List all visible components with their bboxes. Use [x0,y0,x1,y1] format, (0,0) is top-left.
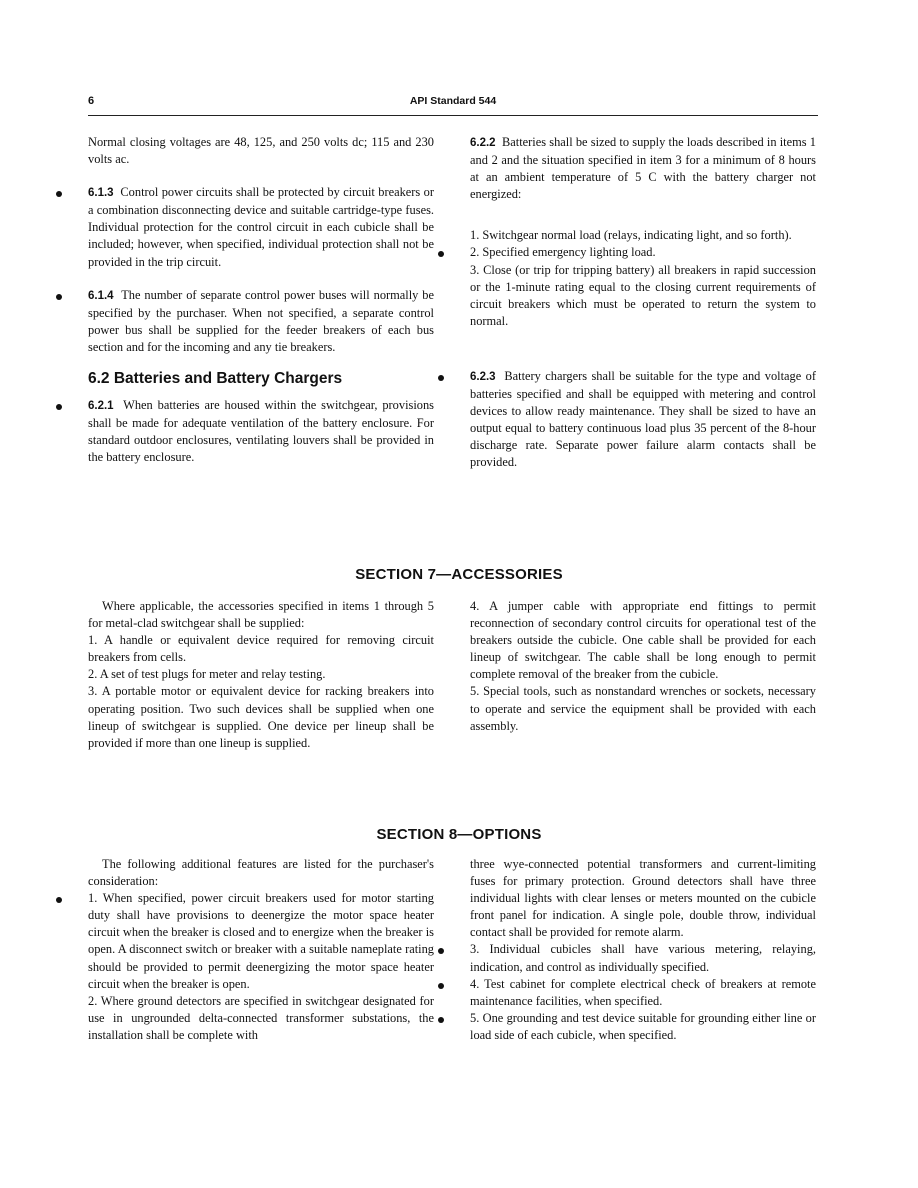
revision-bullet [438,948,444,954]
accessory-item-2: 2. A set of test plugs for meter and relay testing. [88,667,326,682]
left-column-top [88,134,434,467]
accessory-item-4: 4. A jumper cable with appropriate end fittings to permit reconnection of secondary control circuits for operational test of the breakers outside the cubicle. One cable shall be provided for each lineup of switchgear. The cable shall be long enough to permit complete removal of the breaker from the cubicle. [470,599,816,682]
paragraph-6-2-1 [88,397,434,466]
clause-number: 6.2.1 [88,400,114,413]
closing-voltages-paragraph: Normal closing voltages are 48, 125, and 250 volts dc; 115 and 230 volts ac. [88,135,434,167]
standard-title: API Standard 544 [409,95,497,107]
paragraph-6-2-3 [470,368,816,472]
clause-text: The number of separate control power buses will normally be specified by the purchaser. When not specified, a separate control power bus shall be supplied for the feeder breakers of each bus section and for the incoming and any tie breakers. [88,287,434,354]
option-item-4 [470,976,816,1010]
clause-number: 6.1.4 [88,289,114,302]
revision-bullet [438,251,444,257]
revision-bullet [438,983,444,989]
option-item-2: 2. Where ground detectors are specified in switchgear designated for use in ungrounded delta-connected transformer substations, the installation shall be complete with [88,993,434,1042]
page-header [88,95,818,116]
accessory-item-3: 3. A portable motor or equivalent device for racking breakers into operating position. Two such devices shall be supplied when one lineup of switchgear is supplied. One device per lineup shall be provided if more than one lineup is supplied. [88,684,434,750]
section-7-right-column [470,598,816,735]
load-item-2 [470,244,816,261]
paragraph-6-1-3 [88,184,434,270]
revision-bullet [438,1017,444,1023]
paragraph-6-2-2 [470,134,816,203]
accessory-item-5: 5. Special tools, such as nonstandard wrenches or sockets, necessary to operate and service the equipment shall be provided with each assembly. [470,684,816,733]
clause-text: Battery chargers shall be suitable for the type and voltage of batteries specified and shall be equipped with metering and control devices to allow ready maintenance. They shall be sized to have an output equal to battery continuous load plus 35 percent of the 8-hour discharge rate. Separate power failure alarm contacts shall be provided. [470,368,816,470]
section-7-left-column [88,598,434,752]
section-8-right-column [470,856,816,1044]
options-intro: The following additional features are listed for the purchaser's consideration: [88,857,434,889]
paragraph-6-1-4 [88,287,434,356]
accessories-intro: Where applicable, the accessories specified in items 1 through 5 for metal-clad switchgear shall be supplied: [88,599,434,631]
revision-bullet [56,404,62,410]
option-item-4-text: 4. Test cabinet for complete electrical check of breakers at remote maintenance facilities, when specified. [470,976,816,1008]
load-item-3: 3. Close (or trip for tripping battery) all breakers in rapid succession or the 1-minute rating equal to the closing current requirements of circuit breakers which must be operated to return the system to normal. [470,262,816,328]
option-item-1 [88,890,434,993]
option-item-3 [470,941,816,975]
section-8-left-column [88,856,434,1044]
revision-bullet [438,375,444,381]
clause-text: When batteries are housed within the switchgear, provisions shall be made for adequate ventilation of the battery enclosure. For standard outdoor enclosures, ventilating louvers shall be provided in the battery enclosure. [88,398,434,465]
option-item-2-continued: three wye-connected potential transformers and current-limiting fuses for primary protection. Ground detectors shall have three individual lights with clear lenses or meters mounted on the cubicle front panel for indication. A single pole, double throw, individual contact shall be provided for remote alarm. [470,857,816,940]
option-item-5-text: 5. One grounding and test device suitable for grounding either line or load side of each cubicle, when specified. [470,1010,816,1042]
accessory-item-1: 1. A handle or equivalent device required for removing circuit breakers from cells. [88,633,434,665]
option-item-5 [470,1010,816,1044]
clause-number: 6.2.2 [470,137,496,149]
right-column-top [470,134,816,472]
revision-bullet [56,294,62,300]
load-item-2-text: 2. Specified emergency lighting load. [470,245,656,260]
load-item-1: 1. Switchgear normal load (relays, indicating light, and so forth). [470,228,792,243]
page-number: 6 [88,95,95,107]
clause-text: Batteries shall be sized to supply the loads described in items 1 and 2 and the situation specified in item 3 for a minimum of 8 hours at an ambient temperature of 5 C with the battery charger not energized: [470,135,816,202]
clause-number: 6.2.3 [470,370,496,383]
option-item-3-text: 3. Individual cubicles shall have various metering, relaying, indication, and control as individually specified. [470,942,816,974]
option-item-1-text: 1. When specified, power circuit breakers used for motor starting duty shall have provisions to deenergize the motor space heater circuit when the breaker is closed and to energize when the breaker is open. A disconnect switch or breaker with a suitable nameplate rating should be provided to permit deenergizing the motor space heater circuit when the breaker is open. [88,891,434,991]
revision-bullet [56,191,62,197]
section-8-heading: SECTION 8—OPTIONS [376,826,542,843]
clause-text: Control power circuits shall be protected by circuit breakers or a combination disconnecting device and suitable cartridge-type fuses. Individual protection for the control circuit in each cubicle shall be included; however, when specified, individual protection shall not be provided in the trip circuit. [88,185,434,269]
clause-number: 6.1.3 [88,187,114,200]
section-6-2-heading: 6.2 Batteries and Battery Chargers [88,370,343,388]
revision-bullet [56,897,62,903]
section-7-heading: SECTION 7—ACCESSORIES [355,566,563,583]
